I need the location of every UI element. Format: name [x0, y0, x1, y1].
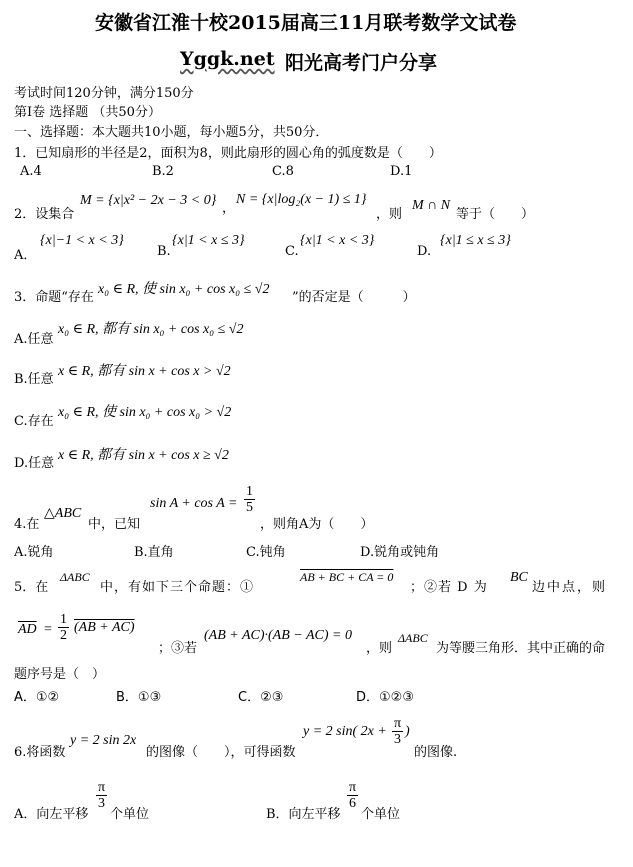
q6-pi-third	[392, 716, 403, 747]
q5-option-b: B．①③	[116, 690, 162, 705]
q5-ad: $\overline{AD}$	[18, 622, 37, 637]
q2-comma: ，	[222, 201, 236, 216]
q2-option-b-label: B.	[157, 244, 171, 259]
q4-fraction	[244, 484, 255, 515]
q4-option-d: D.锐角或钝角	[360, 545, 440, 560]
q5-option-a: A．①②	[14, 690, 60, 705]
q3-expression: x₀ ∈ R, 使 sin x₀ + cos x₀ ≤ √2	[98, 282, 270, 297]
q5-mid3: 边中点，则	[532, 580, 608, 595]
q2-tail: ，则	[376, 207, 403, 222]
q2-option-b: {x|1 < x ≤ 3}	[172, 233, 245, 248]
q2-intersection: M ∩ N	[412, 198, 451, 213]
q2-lead: 2．设集合	[14, 207, 75, 222]
q6-option-b-pi: π	[349, 780, 357, 795]
section-instructions: 一、选择题：本大题共10小题，每小题5分，共50分．	[14, 125, 329, 140]
q1-stem: 1．已知扇形的半径是2，面积为8，则此扇形的圆心角的弧度数是（ ）	[14, 146, 442, 161]
q5-lead: 5．在	[14, 580, 49, 595]
q1-option-c: C.8	[272, 164, 294, 179]
q5-end2: 题序号是（ ）	[14, 667, 106, 682]
q3-option-a: x₀ ∈ R, 都有 sin x₀ + cos x₀ ≤ √2	[58, 322, 244, 337]
q6-end: 的图像.	[414, 745, 458, 760]
q5-half-denominator: 2	[60, 628, 67, 643]
q3-option-b-label: B.任意	[14, 372, 54, 387]
q5-mid4: ；③若	[158, 641, 198, 656]
q6-option-b-tail: 个单位	[361, 807, 401, 822]
q4-lead: 4.在	[14, 517, 40, 532]
q1-option-d: D.1	[390, 164, 413, 179]
q3-option-c-label: C.存在	[14, 414, 54, 429]
q6-option-a-fraction	[96, 780, 107, 811]
q6-option-b-label: B．向左平移	[266, 807, 341, 822]
q3-lead: 3．命题“存在	[14, 290, 94, 305]
q5-option-d: D．①②③	[356, 690, 414, 705]
q6-option-a-tail: 个单位	[110, 807, 150, 822]
site-slogan: 阳光高考门户分享	[285, 52, 438, 74]
q6-function-2: y = 2 sin( 2x +	[303, 724, 387, 739]
q5-mid: 中，有如下三个命题：①	[100, 580, 255, 595]
q6-mid: 的图像（ ），可得函数	[146, 745, 296, 760]
part-heading: 第Ⅰ卷 选择题 （共50分）	[14, 105, 161, 120]
q6-option-b-fraction	[347, 780, 358, 811]
q2-end: 等于（ ）	[456, 207, 535, 222]
q5-bc: BC	[510, 570, 528, 585]
q4-option-b: B.直角	[134, 545, 174, 560]
q1-option-a: A.4	[20, 164, 42, 179]
q3-option-b: x ∈ R, 都有 sin x + cos x > √2	[58, 364, 231, 379]
document-title: 安徽省江淮十校2015届高三11月联考数学文试卷	[95, 12, 517, 34]
q5-mid2: ；②若 D 为	[410, 580, 488, 595]
q3-option-d: x ∈ R, 都有 sin x + cos x ≥ √2	[58, 448, 229, 463]
q5-triangle-2: ΔABC	[398, 631, 428, 645]
q4-option-a: A.锐角	[14, 545, 54, 560]
q6-option-a-label: A．向左平移	[14, 807, 89, 822]
q3-option-c: x₀ ∈ R, 使 sin x₀ + cos x₀ > √2	[58, 405, 232, 420]
q3-end: ”的否定是（ ）	[292, 290, 416, 305]
site-link[interactable]: Yggk.net	[180, 48, 275, 70]
q2-option-c: {x|1 < x < 3}	[300, 233, 375, 248]
q4-end: ，则角A为（ ）	[260, 517, 374, 532]
q5-mid5: ，则	[366, 641, 393, 656]
q2-option-d: {x|1 ≤ x ≤ 3}	[440, 233, 511, 248]
q5-end: 为等腰三角形．其中正确的命	[436, 641, 606, 656]
q4-option-c: C.钝角	[246, 545, 286, 560]
q2-option-d-label: D.	[417, 244, 432, 259]
q6-function-1: y = 2 sin 2x	[70, 733, 137, 748]
q2-set-m: M = {x|x² − 2x − 3 < 0}	[80, 193, 217, 208]
q3-option-d-label: D.任意	[14, 456, 55, 471]
q5-half	[58, 612, 69, 643]
q6-lead: 6.将函数	[14, 745, 66, 760]
q2-set-n: N = {x|log₂(x − 1) ≤ 1}	[236, 192, 367, 207]
q3-option-a-label: A.任意	[14, 332, 54, 347]
q6-option-a-den: 3	[98, 796, 106, 811]
q6-close-paren: )	[405, 724, 410, 739]
q4-triangle: △ABC	[44, 506, 82, 521]
exam-time: 考试时间120分钟，满分150分	[14, 86, 194, 101]
q2-option-c-label: C.	[285, 244, 299, 259]
q2-option-a: {x|−1 < x < 3}	[40, 233, 124, 248]
q5-half-numerator: 1	[60, 612, 67, 627]
q4-fraction-numerator: 1	[246, 484, 253, 499]
q4-fraction-denominator: 5	[246, 500, 253, 515]
q5-vector-dot: (AB + AC)·(AB − AC) = 0	[204, 628, 352, 643]
q4-mid: 中，已知	[88, 517, 141, 532]
q5-triangle: ΔABC	[60, 570, 90, 584]
q4-expression: sin A + cos A =	[150, 496, 238, 511]
q5-vector-sum: AB + BC + CA = 0	[300, 570, 394, 584]
q2-option-a-label: A．	[14, 248, 37, 263]
q6-pi: π	[394, 716, 402, 731]
q6-option-b-den: 6	[349, 796, 357, 811]
q5-option-c: C．②③	[238, 690, 284, 705]
site-name	[180, 48, 275, 70]
q5-eq: =	[44, 622, 52, 637]
q1-option-b: B.2	[152, 164, 174, 179]
q6-three: 3	[394, 732, 402, 747]
q5-vector-half-sum: (AB + AC)	[74, 620, 135, 635]
q6-option-a-pi: π	[98, 780, 106, 795]
